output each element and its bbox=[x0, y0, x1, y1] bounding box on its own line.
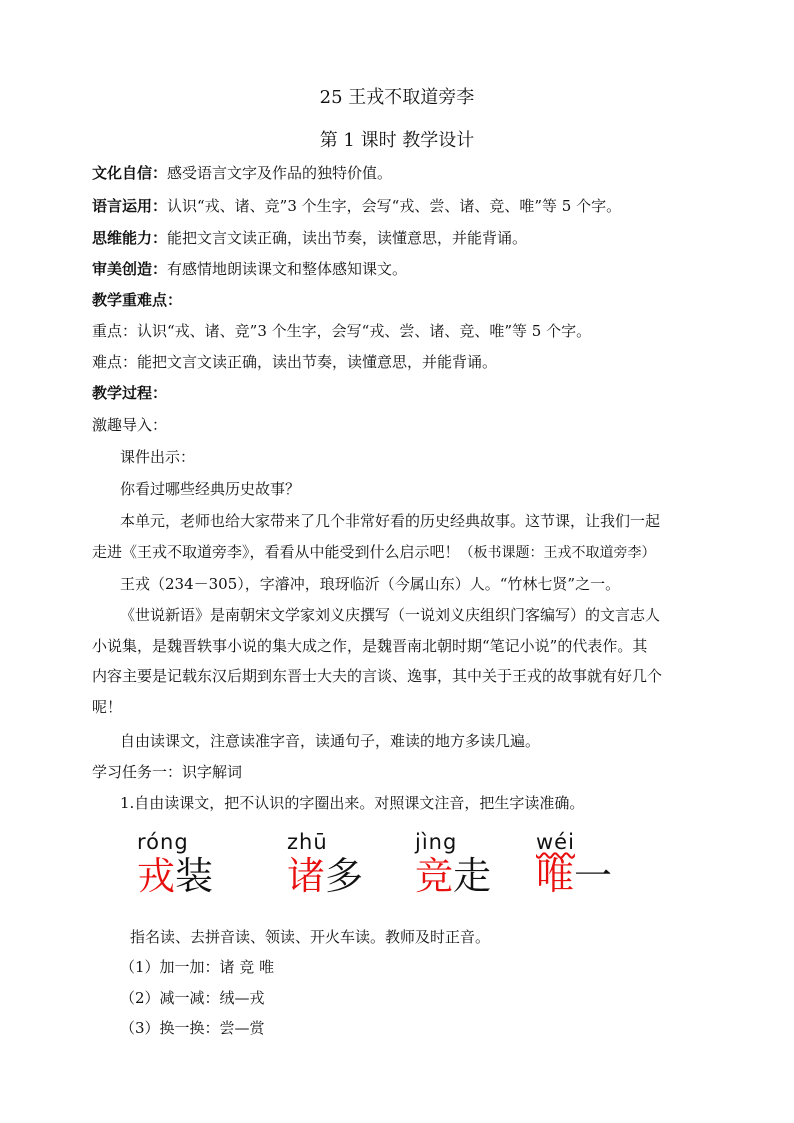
new-character: 唯 bbox=[536, 854, 575, 898]
exercise-subtract: （2）减一减：绒—戎 bbox=[120, 989, 265, 1007]
task1-heading: 学习任务一：识字解词 bbox=[92, 763, 243, 781]
pinyin-word-item bbox=[137, 830, 213, 898]
word bbox=[415, 854, 491, 898]
key-points-heading: 教学重难点： bbox=[92, 291, 183, 309]
word bbox=[536, 854, 612, 898]
process-heading: 教学过程： bbox=[92, 384, 168, 402]
key-focus: 重点：认识“戎、诸、竞”3 个生字，会写“戎、尝、诸、竞、唯”等 5 个字。 bbox=[92, 322, 592, 340]
para3-line4: 呢！ bbox=[92, 698, 123, 716]
objective-label: 文化自信： bbox=[92, 164, 168, 182]
word bbox=[137, 854, 213, 898]
pinyin: wéi bbox=[536, 830, 575, 854]
objective-text: 感受语言文字及作品的独特价值。 bbox=[167, 164, 393, 182]
objective-culture bbox=[92, 163, 712, 183]
word bbox=[287, 854, 363, 898]
exercise-add: （1）加一加：诸 竞 唯 bbox=[120, 958, 275, 976]
objective-language bbox=[92, 196, 712, 216]
intro-question: 你看过哪些经典历史故事？ bbox=[120, 480, 301, 498]
para3-line3: 内容主要是记载东汉后期到东晋士大夫的言谈、逸事，其中关于王戎的故事就有好几个 bbox=[92, 667, 663, 685]
pinyin: zhū bbox=[287, 830, 328, 854]
courseware-label: 课件出示： bbox=[120, 448, 196, 466]
objective-label: 审美创造： bbox=[92, 260, 168, 278]
intro-label: 激趣导入： bbox=[92, 416, 168, 434]
companion-character: 装 bbox=[175, 854, 214, 898]
para4: 自由读课文，注意读准字音，读通句子，难读的地方多读几遍。 bbox=[120, 732, 541, 750]
companion-character: 走 bbox=[453, 854, 492, 898]
pinyin-words bbox=[0, 830, 794, 900]
objective-text: 能把文言文读正确，读出节奏，读懂意思，并能背诵。 bbox=[167, 229, 528, 247]
objective-thinking bbox=[92, 228, 712, 248]
objective-aesthetic bbox=[92, 259, 712, 279]
exercise-swap: （3）换一换：尝—赏 bbox=[120, 1019, 265, 1037]
objective-label: 语言运用： bbox=[92, 197, 168, 215]
para3-line2: 小说集，是魏晋轶事小说的集大成之作，是魏晋南北朝时期“笔记小说”的代表作。其 bbox=[92, 637, 648, 655]
pinyin-word-item bbox=[415, 830, 491, 898]
board-note: （板书课题：王戎不取道旁李） bbox=[459, 545, 656, 561]
new-character: 竞 bbox=[415, 854, 454, 898]
pinyin-word-item bbox=[536, 830, 612, 898]
para1-line1: 本单元，老师也给大家带来了几个非常好看的历史经典故事。这节课，让我们一起 bbox=[120, 512, 661, 530]
pinyin: róng bbox=[137, 830, 189, 854]
key-difficulty: 难点：能把文言文读正确，读出节奏，读懂意思，并能背诵。 bbox=[92, 353, 498, 371]
para3-line1: 《世说新语》是南朝宋文学家刘义庆撰写（一说刘义庆组织门客编写）的文言志人 bbox=[120, 606, 661, 624]
objective-label: 思维能力： bbox=[92, 229, 168, 247]
pinyin: jìng bbox=[415, 830, 458, 854]
para1-text: 走进《王戎不取道旁李》，看看从中能受到什么启示吧！ bbox=[92, 543, 460, 561]
companion-character: 一 bbox=[574, 854, 613, 898]
task1-step1: 1.自由读课文，把不认识的字圈出来。对照课文注音，把生字读准确。 bbox=[120, 794, 585, 812]
para2: 王戎（234－305），字濬冲，琅玡临沂（今属山东）人。“竹林七贤”之一。 bbox=[120, 575, 621, 593]
pinyin-word-item bbox=[287, 830, 363, 898]
lesson-title: 25 王戎不取道旁李 bbox=[319, 87, 475, 108]
companion-character: 多 bbox=[325, 854, 364, 898]
objective-text: 认识“戎、诸、竞”3 个生字，会写“戎、尝、诸、竞、唯”等 5 个字。 bbox=[167, 197, 622, 215]
lesson-subtitle: 第 1 课时 教学设计 bbox=[319, 130, 475, 151]
new-character: 戎 bbox=[137, 854, 176, 898]
objective-text: 有感情地朗读课文和整体感知课文。 bbox=[167, 260, 408, 278]
para1-line2 bbox=[92, 542, 712, 563]
reading-method: 指名读、去拼音读、领读、开火车读。教师及时正音。 bbox=[130, 928, 491, 946]
new-character: 诸 bbox=[287, 854, 326, 898]
